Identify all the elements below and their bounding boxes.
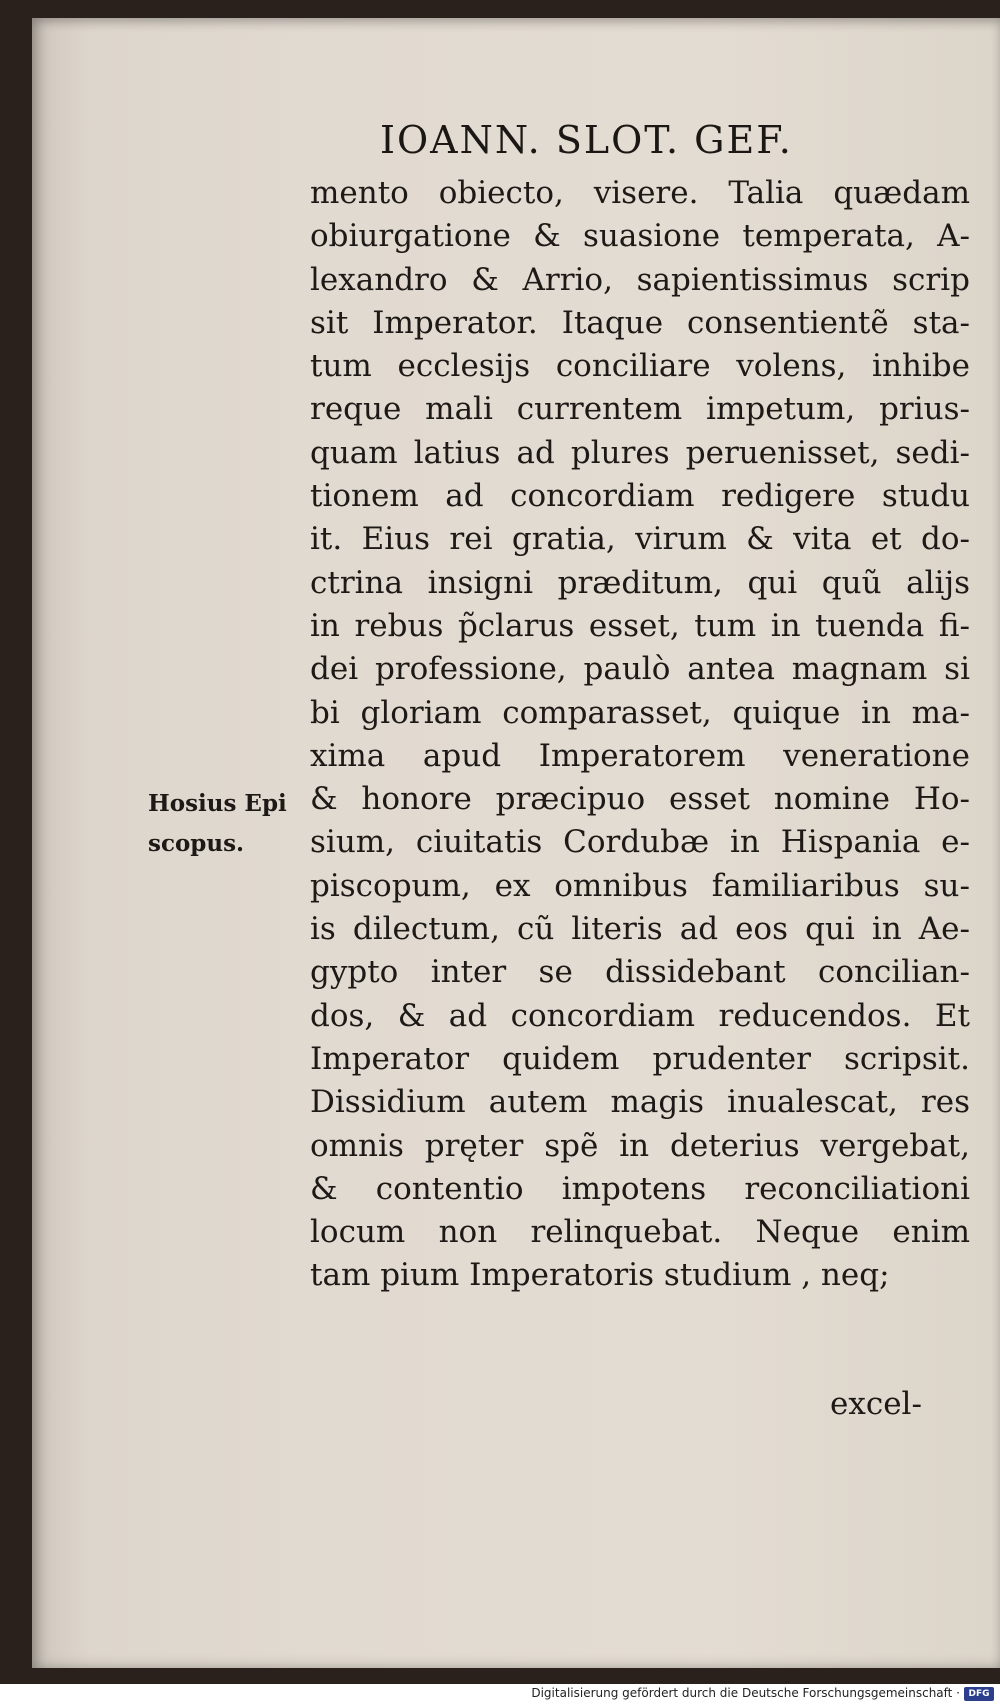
text-line: dos, & ad concordiam reducendos. Et xyxy=(310,997,970,1034)
text-line: it. Eius rei gratia, virum & vita et do- xyxy=(310,521,970,558)
text-line: locum non relinquebat. Neque enim xyxy=(310,1214,970,1251)
text-line: tum ecclesijs conciliare volens, inhibe xyxy=(310,348,970,385)
dfg-logo-icon: DFG xyxy=(964,1687,994,1701)
text-line: reque mali currentem impetum, prius- xyxy=(310,391,970,428)
text-line: tionem ad concordiam redigere studu xyxy=(310,478,970,515)
catchword: excel- xyxy=(830,1386,922,1422)
text-line: obiurgatione & suasione temperata, A- xyxy=(310,218,970,255)
marginal-note xyxy=(148,784,287,864)
text-line: lexandro & Arrio, sapientissimus scrip xyxy=(310,261,970,298)
text-line: omnis pręter spẽ in deterius vergebat, xyxy=(310,1127,970,1164)
text-line: Dissidium autem magis inualescat, res xyxy=(310,1084,970,1121)
body-text xyxy=(310,172,970,1298)
text-line: tam pium Imperatoris studium , neq; xyxy=(310,1257,890,1294)
funding-credit: Digitalisierung gefördert durch die Deutsche Forschungsgemeinschaft · xyxy=(531,1686,960,1700)
text-line: & honore præcipuo esset nomine Ho- xyxy=(310,781,970,818)
text-line: gypto inter se dissidebant concilian- xyxy=(310,954,970,991)
text-line: ctrina insigni præditum, qui quũ alijs xyxy=(310,564,970,601)
text-line: xima apud Imperatorem veneratione xyxy=(310,737,970,774)
text-line: is dilectum, cũ literis ad eos qui in Ae- xyxy=(310,911,970,948)
footer-bar xyxy=(0,1684,1000,1704)
text-line: mento obiecto, visere. Talia quædam xyxy=(310,175,970,211)
marginal-note-line: Hosius Epi xyxy=(148,790,287,817)
text-line: sium, ciuitatis Cordubæ in Hispania e- xyxy=(310,824,970,861)
text-line: & contentio impotens reconciliationi xyxy=(310,1170,970,1207)
marginal-note-line: scopus. xyxy=(148,830,245,857)
running-head: IOANN. SLOT. GEF. xyxy=(380,118,793,162)
text-line: bi gloriam comparasset, quique in ma- xyxy=(310,694,970,731)
text-line: in rebus p̃clarus esset, tum in tuenda fi- xyxy=(310,607,970,644)
text-line: Imperator quidem prudenter scripsit. xyxy=(310,1040,970,1077)
text-line: dei professione, paulò antea magnam si xyxy=(310,651,970,688)
text-line: quam latius ad plures peruenisset, sedi- xyxy=(310,434,970,471)
text-line: sit Imperator. Itaque consentientẽ sta- xyxy=(310,304,970,341)
text-line: piscopum, ex omnibus familiaribus su- xyxy=(310,867,970,904)
